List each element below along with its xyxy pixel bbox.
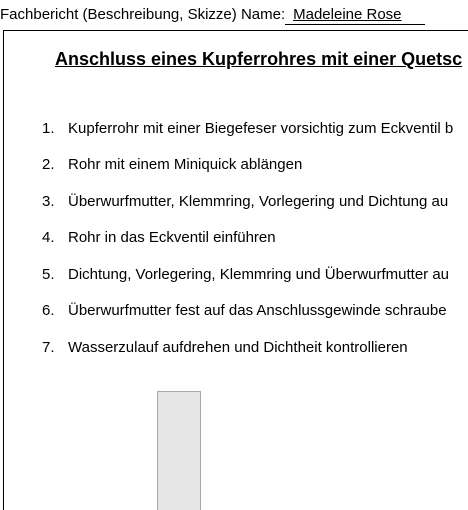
header-label: Fachbericht (Beschreibung, Skizze) Name: bbox=[0, 6, 286, 23]
name-field bbox=[285, 6, 425, 25]
step-number: 1. bbox=[42, 120, 55, 137]
step-text: Wasserzulauf aufdrehen und Dichtheit kontrollieren bbox=[68, 339, 408, 356]
step-text: Kupferrohr mit einer Biegefeser vorsichtig zum Eckventil b bbox=[68, 120, 454, 137]
document-frame bbox=[3, 30, 468, 510]
step-number: 5. bbox=[42, 266, 55, 283]
name-value: Madeleine Rose bbox=[293, 6, 402, 23]
sketch-pipe-drawing bbox=[157, 391, 201, 510]
step-text: Überwurfmutter fest auf das Anschlussgewinde schraube bbox=[68, 302, 447, 319]
step-number: 6. bbox=[42, 302, 55, 319]
step-number: 2. bbox=[42, 156, 55, 173]
step-number: 7. bbox=[42, 339, 55, 356]
step-text: Überwurfmutter, Klemmring, Vorlegering und Dichtung au bbox=[68, 193, 449, 210]
report-header bbox=[0, 4, 468, 26]
step-text: Rohr mit einem Miniquick ablängen bbox=[68, 156, 303, 173]
step-number: 3. bbox=[42, 193, 55, 210]
step-text: Dichtung, Vorlegering, Klemmring und Überwurfmutter au bbox=[68, 266, 450, 283]
step-text: Rohr in das Eckventil einführen bbox=[68, 229, 276, 246]
step-number: 4. bbox=[42, 229, 55, 246]
document-title: Anschluss eines Kupferrohres mit einer Quetsc bbox=[55, 49, 463, 69]
